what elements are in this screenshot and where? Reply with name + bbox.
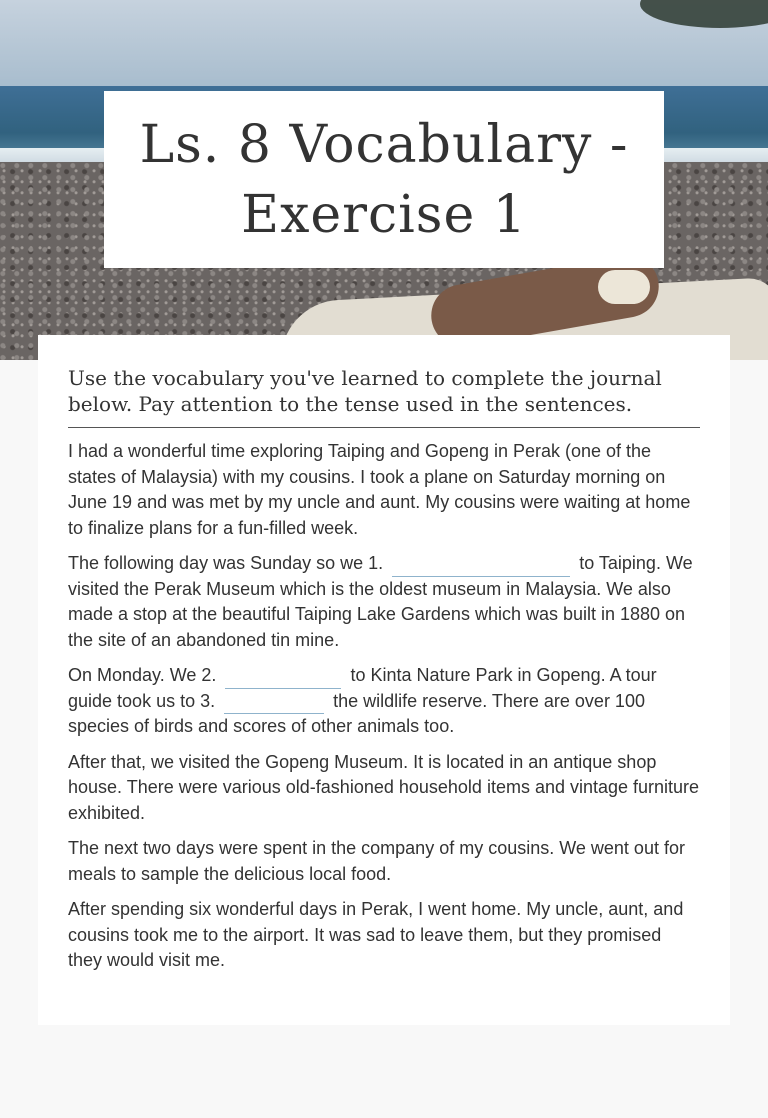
worksheet-card	[38, 335, 730, 1025]
blank-1-input[interactable]	[392, 553, 570, 577]
journal-text	[68, 439, 700, 984]
paragraph-2	[68, 551, 700, 653]
title-line-2: Exercise 1	[241, 184, 527, 245]
blank-2-input[interactable]	[225, 665, 341, 689]
paragraph-3-before: On Monday. We 2.	[68, 665, 217, 685]
paragraph-2-before: The following day was Sunday so we 1.	[68, 553, 384, 573]
paragraph-1: I had a wonderful time exploring Taiping and Gopeng in Perak (one of the states of Malaysia) with my cousins. I took a plane on Saturday morning on June 19 and was met by my uncle and aunt. My cousins were waiting at home to finalize plans for a fun-filled week.	[68, 441, 691, 538]
title-line-1: Ls. 8 Vocabulary -	[139, 114, 629, 175]
page-title	[140, 110, 629, 250]
paragraph-6: After spending six wonderful days in Perak, I went home. My uncle, aunt, and cousins took me to the airport. It was sad to leave them, but they promised they would visit me.	[68, 899, 684, 970]
shoe	[598, 270, 650, 304]
instructions: Use the vocabulary you've learned to complete the journal below. Pay attention to the tense used in the sentences.	[68, 365, 700, 428]
paragraph-3-mid: to Kinta Nature Park in Gopeng. A tour guide took us to 3.	[68, 665, 657, 711]
blank-3-input[interactable]	[224, 690, 324, 714]
title-box	[104, 91, 664, 268]
paragraph-3	[68, 663, 700, 740]
paragraph-4: After that, we visited the Gopeng Museum. It is located in an antique shop house. There were various old-fashioned household items and vintage furniture exhibited.	[68, 751, 700, 823]
paragraph-5: The next two days were spent in the company of my cousins. We went out for meals to sample the delicious local food.	[68, 838, 685, 884]
paragraph-2-after: to Taiping. We visited the Perak Museum which is the oldest museum in Malaysia. We also made a stop at the beautiful Taiping Lake Gardens which was built in 1880 on the site of an abandoned tin mine.	[68, 553, 693, 650]
paragraph-3-after: the wildlife reserve. There are over 100 species of birds and scores of other animals too.	[68, 690, 645, 736]
